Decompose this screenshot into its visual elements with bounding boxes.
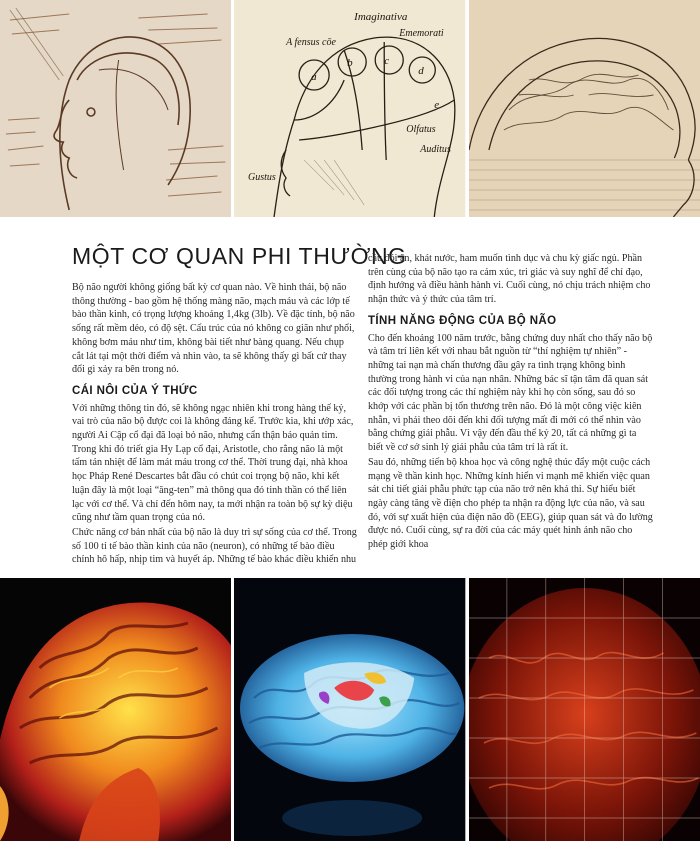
label-d: d (418, 65, 425, 77)
medieval-brain-engraving (234, 0, 465, 217)
intro-paragraph: Bộ não người không giống bất kỳ cơ quan nào. Về hình thái, bộ não thông thường - bao gồm hệ thống màng não, mạch máu và các lớp tế bào thần kinh, có trọng lượng khoảng 1,4kg (3lb). Về đặc tính, bộ não sống rất mềm dẻo, có độ sệt. Cấu trúc của nó không co giãn như phổi, không bơm máu như tim, không bài tiết như bàng quang. Nếu chụp cắt lát tại một thời điểm và nhìn vào, ta sẽ không thấy gì bất cứ thay đổi gì xảy ra bên trong nó. (72, 282, 355, 376)
section2-paragraph-2: Sau đó, những tiến bộ khoa học và công nghệ thúc đẩy một cuộc cách mạng về thần kinh học. Những kính hiển vi mạnh mẽ khiến việc quan sát chi tiết giải phẫu phức tạp của não trở nên khả thi. Sự hiểu biết ngày càng tăng về điện cho phép ta nhận ra động lực của não, và sau đó, với sự xuất hiện của điện não đồ (EEG), giúp quan sát và đo lường được nó. Cuối cùng, sự ra đời của các máy quét hình ảnh não cho phép giới khoa (368, 456, 653, 551)
label-auditus: Auditus (420, 144, 452, 155)
thermal-brain-scan-image (0, 578, 231, 841)
red-grid-brain-scan-image (469, 578, 700, 841)
section-heading-brain-dynamics: TÍNH NĂNG ĐỘNG CỦA BỘ NÃO (368, 314, 557, 327)
label-c: c (384, 55, 390, 67)
left-text-column (72, 281, 358, 568)
label-b: b (347, 57, 353, 69)
continuation-paragraph: cầu đói ăn, khát nước, ham muốn tình dục và chu kỳ giấc ngủ. Phần trên cùng của bộ não tạo ra cảm xúc, tri giác và suy nghĩ để chỉ đạo, định hướng và điều hành hành vi. Cuối cùng, nó chịu trách nhiệm cho nhận thức và ý thức của tâm trí. (368, 253, 651, 306)
section2-paragraph-1: Cho đến khoảng 100 năm trước, bằng chứng duy nhất cho thấy não bộ và tâm trí liên kết với nhau bắt nguồn từ “thí nghiệm tự nhiên” - những tai nạn mà chấn thương đầu gây ra tình trạng không bình thường trong hành vi của nạn nhân. Những bác sĩ tận tâm đã quan sát các đối tượng trong các thí nghiệm này khi họ còn sống, sau đó so khớp với các phần bị tổn thương trên não. Đó là một công việc kiên nhẫn, vì phải theo dõi đến khi đối tượng mất đi mới có thể nhìn vào bằng chứng giải phẫu. Vì vậy đến đầu thế kỷ 20, tất cả những gì ta biết về cơ sở sinh lý giải phẫu của tâm trí là rất ít. (368, 332, 653, 454)
label-gustus: Gustus (248, 172, 277, 183)
section-heading-cradle-of-consciousness: CÁI NÔI CỦA Ý THỨC (72, 384, 198, 397)
label-a: a (311, 71, 317, 83)
label-ememorati: Ememorati (399, 28, 445, 39)
section1-paragraph-2: Chức năng cơ bản nhất của bộ não là duy trì sự sống của cơ thể. Trong số 100 tỉ tế bào thần kinh của não (neuron), có những tế bào điều chỉnh hô hấp, nhịp tim và huyết áp. Những tế bào khác điều khiển nhu (72, 526, 357, 566)
bottom-image-strip (0, 578, 700, 841)
dissected-head-engraving (469, 0, 700, 217)
top-image-strip (0, 0, 700, 217)
label-olfatus: Olfatus (406, 124, 437, 135)
label-imaginativa: Imaginativa (354, 11, 408, 23)
label-e: e (434, 99, 440, 111)
section1-paragraph-1: Với những thông tin đó, sẽ không ngạc nhiên khi trong hàng thế kỷ, vai trò của não bộ được coi là không đáng kể. Trước kia, khi ướp xác, người Ai Cập cổ đại đã loại bỏ não, nhưng cẩn thận bảo quản tim. Trong khi đó triết gia Hy Lạp cổ đại, Aristotle, cho rằng não là một tấm tản nhiệt để làm mát máu trong cơ thể. Thời trung đại, nhà khoa học Pháp René Descartes bắt đầu có chút coi trọng bộ não, khi kết luận đây là một loại “ăng-ten” mà thông qua đó tinh thần có thể liên lạc với cơ thể. Và chỉ đến hôm nay, ta mới nhận ra toàn bộ sự kỳ diệu cũng như tầm quan trọng của nó. (72, 402, 354, 524)
right-text-column (368, 252, 653, 553)
leonardo-head-sketch (0, 0, 231, 217)
page-title: MỘT CƠ QUAN PHI THƯỜNG (72, 243, 407, 269)
label-sensus-communis: A fensus cōe (286, 37, 337, 48)
blue-brain-slice-image (234, 578, 465, 841)
